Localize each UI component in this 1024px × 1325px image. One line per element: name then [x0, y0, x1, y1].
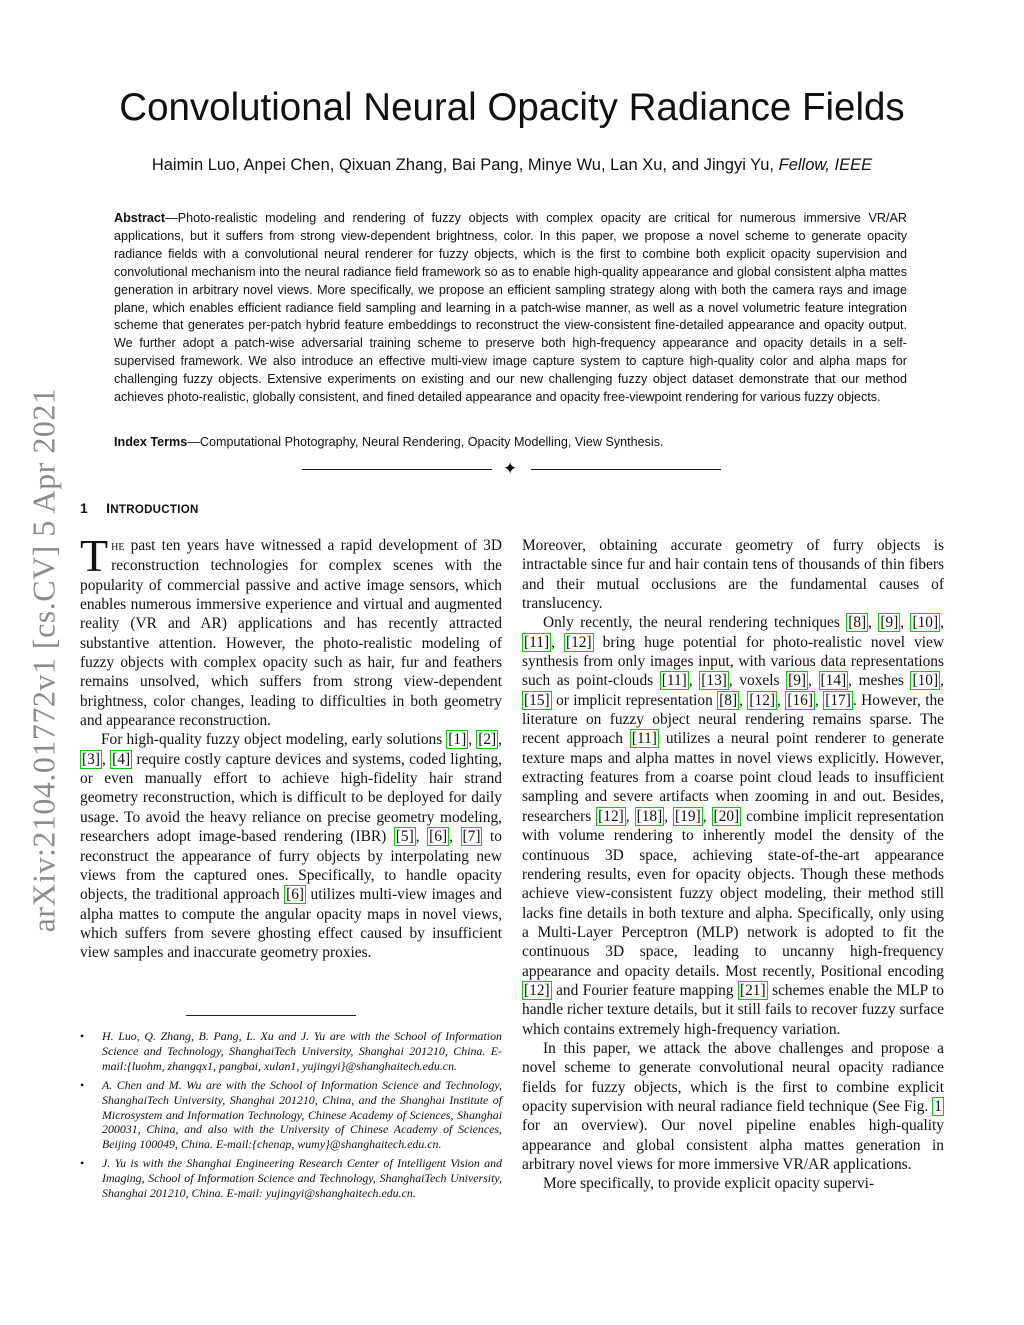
bullet-icon: • — [80, 1029, 85, 1043]
citation-link[interactable]: [11] — [524, 633, 550, 651]
drop-cap: T — [80, 530, 109, 581]
text-run: , — [449, 828, 461, 846]
text-run: , — [625, 807, 635, 825]
section-number: 1 — [80, 500, 89, 516]
index-terms-label: Index Terms — [114, 435, 188, 449]
intro-paragraph-6: More specifically, to provide explicit opacity supervi- — [543, 1175, 875, 1193]
citation-link[interactable]: [14] — [820, 672, 847, 690]
figure-link[interactable]: 1 — [934, 1097, 942, 1115]
right-column — [522, 536, 944, 1194]
citation-link[interactable]: [6] — [429, 828, 448, 846]
citation-link[interactable]: [12] — [565, 633, 592, 651]
citation-link[interactable]: [12] — [524, 981, 550, 999]
bullet-icon: • — [80, 1077, 85, 1092]
separator-diamond-icon: ✦ — [503, 459, 518, 478]
citation-link[interactable]: [4] — [112, 750, 131, 768]
citation-link[interactable]: [10] — [912, 614, 939, 632]
section-title-initial: I — [106, 500, 111, 516]
text-run: . However, the literature on fuzzy object neural rendering remains sparse. The recent approach — [522, 691, 944, 748]
citation-link[interactable]: [6] — [286, 886, 305, 904]
citation-link[interactable]: [9] — [788, 672, 807, 690]
text-run: utilizes a neural point renderer to generate texture maps and alpha mattes in novel views explicitly. However, extracting features from a coarse point cloud leads to insufficient sampling and severe artifacts when zooming in and out. Besides, researchers — [522, 730, 945, 825]
text-run: require costly capture devices and systems, coded lighting, or even manually effort to achieve high-fidelity hair strand geometry reconstruction, which is difficult to be deployed for daily usage. To avoid the heavy reliance on precise geometry modeling, researchers adopt image-based rendering (IBR) — [80, 750, 502, 846]
index-terms — [114, 434, 907, 452]
text-run: , — [814, 691, 824, 709]
citation-link[interactable]: [12] — [598, 807, 624, 825]
citation-link[interactable]: [8] — [719, 691, 738, 709]
citation-link[interactable]: [3] — [82, 750, 100, 768]
intro-paragraph-5 — [522, 1039, 944, 1174]
text-run: combine implicit representation with volume rendering to inherently model the density of the continuous 3D space, achieving state-of-the-art appearance rendering results, even for opacity objects. Though these methods achieve view-consistent fuzzy object modeling, their method still lacks fine details in both texture and alpha. Specifically, only using a Multi-Layer Perceptron (MLP) network is adopted to fit the continuous 3D space, leading to uncanny high-frequency appearance and opacity details. Most recently, Positional encoding — [522, 807, 945, 980]
citation-link[interactable]: [2] — [478, 731, 497, 749]
text-run: , — [498, 731, 502, 749]
text-run: , — [739, 691, 748, 709]
text-run: , — [551, 633, 564, 651]
separator-line-left — [302, 469, 492, 470]
citation-link[interactable]: [19] — [675, 807, 701, 825]
citation-link[interactable]: [21] — [739, 981, 766, 999]
citation-link[interactable]: [5] — [395, 828, 414, 846]
citation-link[interactable]: [20] — [713, 807, 740, 825]
citation-link[interactable]: [1] — [448, 731, 467, 749]
footnote-item — [80, 1078, 502, 1153]
abstract-text: —Photo-realistic modeling and rendering of fuzzy objects with complex opacity are critical for numerous immersive VR/AR applications, but it suffers from strong view-dependent brightness, color. In this paper, we propose a novel scheme to generate opacity radiance fields with a convolutional neural renderer for fuzzy objects, which is the first to combine both explicit opacity supervision and convolutional mechanism into the neural radiance field framework so as to enable high-quality appearance and global consistent alpha mattes generation in arbitrary novel views. More specifically, we propose an efficient sampling strategy along with both the camera rays and image plane, which enables efficient radiance field sampling and learning in a patch-wise manner, as well as a novel volumetric feature integration scheme that generates per-patch hybrid feature embeddings to reconstruct the view-consistent fine-detailed appearance and opacity output. We further adopt a patch-wise adversarial training scheme to preserve both high-frequency appearance and opacity details in a self-supervised framework. We also introduce an effective multi-view image capture system to capture high-quality color and alpha maps for challenging fuzzy objects. Extensive experiments on existing and our new challenging fuzzy object dataset demonstrate that our method achieves photo-realistic, globally consistent, and fined detailed appearance and opacity free-viewpoint rendering for various fuzzy objects. — [114, 211, 907, 405]
citation-link[interactable]: [15] — [524, 691, 550, 709]
text-run: , — [415, 828, 428, 846]
text-run: for an overview). Our novel pipeline enables high-quality appearance and global consistent alpha mattes generation in arbitrary novel views for more immersive VR/AR applications. — [522, 1117, 944, 1173]
text-run: bring huge potential for photo-realistic novel view synthesis from only images input, with various data representations such as point-clouds — [522, 633, 944, 690]
text-run: , — [777, 691, 786, 709]
footnote-item — [80, 1029, 502, 1074]
citation-link[interactable]: [11] — [631, 730, 657, 748]
section-heading — [80, 500, 199, 516]
intro-paragraph-1 — [80, 530, 502, 730]
citation-link[interactable]: [11] — [661, 672, 687, 690]
citation-link[interactable]: [12] — [749, 691, 776, 709]
footnote-rule — [186, 1015, 356, 1016]
text-run: , — [688, 672, 700, 690]
text-run: , — [664, 807, 674, 825]
text-run: , — [868, 614, 879, 632]
citation-link[interactable]: [18] — [636, 807, 663, 825]
section-title-rest: NTRODUCTION — [110, 504, 199, 516]
author-list — [0, 156, 1024, 175]
citation-link[interactable]: [13] — [701, 672, 727, 690]
footnote-text: A. Chen and M. Wu are with the School of Information Science and Technology, ShanghaiTech University, Shanghai 201210, China, and the Shanghai Institute of Microsystem and Information Technology, Chinese Academy of Sciences, Shanghai 200031, China, and also with the University of Chinese Academy of Sciences, Beijing 100049, China. E-mail:{chenap, wumy}@shanghaitech.edu.cn. — [102, 1077, 502, 1152]
separator-line-right — [531, 469, 721, 470]
intro-paragraph-2 — [80, 730, 502, 962]
text-run: to reconstruct the appearance of furry objects by interpolating new views from the captured ones. Specifically, to handle opacity objects, the traditional approach — [80, 828, 502, 904]
citation-link[interactable]: [9] — [880, 614, 899, 632]
citation-link[interactable]: [7] — [462, 828, 481, 846]
text-run: , — [468, 731, 477, 749]
text-run: , — [940, 672, 944, 690]
author-names: Haimin Luo, Anpei Chen, Qixuan Zhang, Bai Pang, Minye Wu, Lan Xu, and Jingyi Yu, — [151, 156, 775, 174]
arxiv-identifier-stamp: arXiv:2104.01772v1 [cs.CV] 5 Apr 2021 — [25, 387, 62, 933]
text-run: and Fourier feature mapping — [551, 981, 738, 999]
index-terms-text: —Computational Photography, Neural Rendering, Opacity Modelling, View Synthesis. — [187, 435, 664, 449]
intro-paragraph-1-text: past ten years have witnessed a rapid development of 3D reconstruction technologies for complex scenes with the popularity of commercial passive and active image sensors, which enables numerous immersive experience and virtual and augmented reality (VR and AR) applications and has recently attracted substantive attention. However, the photo-realistic modeling of fuzzy objects with complex opacity such as hair, fur and feathers remains unsolved, which suffers from strong view-dependent brightness, color changes, leading to difficulties in both geometry and appearance reconstruction. — [80, 537, 502, 730]
citation-link[interactable]: [16] — [787, 691, 813, 709]
text-run: or implicit representation — [551, 691, 718, 709]
abstract — [114, 210, 907, 407]
text-run: , — [900, 614, 911, 632]
author-fellow-suffix: Fellow, IEEE — [778, 156, 873, 174]
paper-title: Convolutional Neural Opacity Radiance Fields — [119, 86, 905, 129]
citation-link[interactable]: [8] — [848, 614, 867, 632]
text-run: For high-quality fuzzy object modeling, early solutions — [101, 731, 447, 749]
text-run: , — [808, 672, 819, 690]
text-run: schemes enable the MLP to handle richer texture details, but it still fails to recover fuzzy surface which contains extremely high-frequency variation. — [522, 981, 945, 1038]
drop-cap-continuation: he — [111, 539, 125, 554]
text-run: Only recently, the neural rendering techniques — [543, 614, 847, 632]
bullet-icon: • — [80, 1156, 85, 1171]
text-run: , — [101, 750, 111, 768]
intro-paragraph-4 — [522, 613, 944, 1039]
intro-paragraph-3: Moreover, obtaining accurate geometry of furry objects is intractable since fur and hair contain tens of thousands of thin fibers and their mutual occlusions are the fundamental causes of translucency. — [522, 537, 944, 613]
footnote-text: J. Yu is with the Shanghai Engineering Research Center of Intelligent Vision and Imaging, School of Information Science and Technology, ShanghaiTech University, Shanghai 201210, China. E-mail: yujingyi@shanghaitech.edu.cn. — [102, 1156, 502, 1201]
citation-link[interactable]: [10] — [912, 672, 939, 690]
text-run: , — [940, 614, 944, 632]
left-column — [80, 530, 502, 963]
abstract-label: Abstract — [114, 211, 166, 225]
citation-link[interactable]: [17] — [825, 691, 851, 709]
footnote-text: H. Luo, Q. Zhang, B. Pang, L. Xu and J. Yu are with the School of Information Science and Technology, ShanghaiTech University, Shanghai 201210, China. E-mail:{luohm, zhangqx1, pangbai, xulan1, yujingyi}@shanghaitech.edu.cn. — [102, 1029, 502, 1073]
text-run: , — [702, 807, 712, 825]
text-run: utilizes multi-view images and alpha mattes to compute the angular opacity maps in novel views, which suffers from severe ghosting effect caused by insufficient view samples and inaccurate geometry proxies. — [80, 886, 502, 962]
text-run: , meshes — [848, 672, 911, 690]
text-run: In this paper, we attack the above challenges and propose a novel scheme to generate convolutional neural opacity radiance fields for fuzzy objects, which is the first to combine explicit opacity supervision with neural radiance field technique (See Fig. — [522, 1039, 944, 1115]
footnote-item — [80, 1156, 502, 1201]
text-run: , voxels — [728, 672, 787, 690]
footnotes — [80, 1029, 502, 1205]
